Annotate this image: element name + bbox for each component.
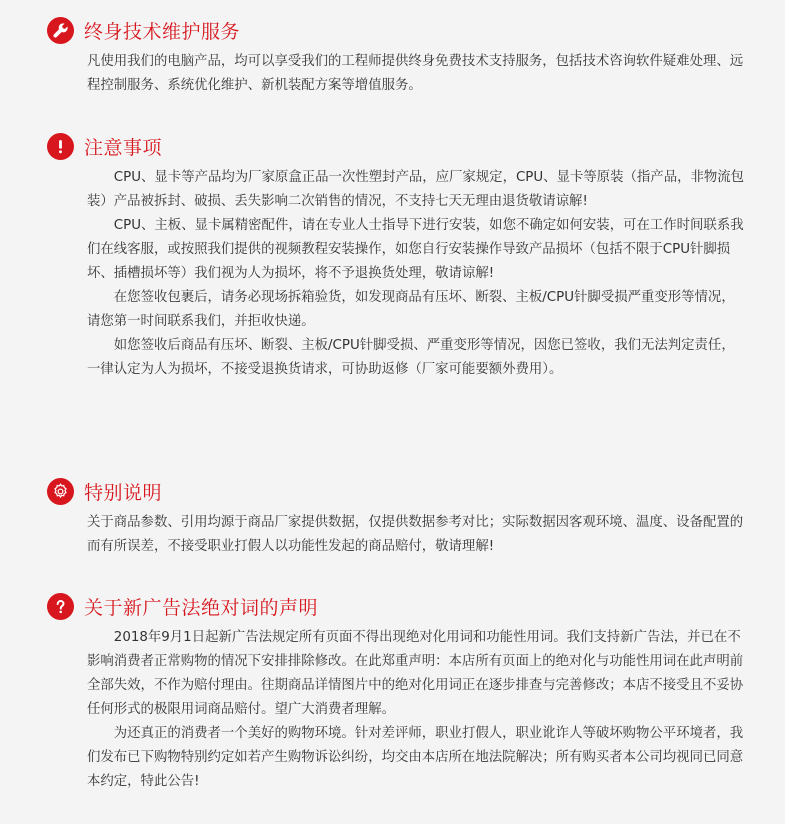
paragraph: 如您签收后商品有压坏、断裂、主板/CPU针脚受损、严重变形等情况，因您已签收，我们无法判定责任，一律认定为人为损坏，不接受退换货请求，可协助返修（厂家可能要额外费用）。 bbox=[87, 338, 735, 377]
section-title: 注意事项 bbox=[84, 136, 163, 159]
section-tech-support bbox=[47, 14, 747, 98]
paragraph: 关于商品参数、引用均源于商品厂家提供数据，仅提供数据参考对比；实际数据因客观环境、温度、设备配置的而有所误差，不接受职业打假人以功能性发起的商品赔付，敬请理解! bbox=[87, 515, 744, 554]
section-body bbox=[87, 50, 747, 98]
paragraph: CPU、显卡等产品均为厂家原盒正品一次性塑封产品，应厂家规定，CPU、显卡等原装（指产品，非物流包装）产品被拆封、破损、丢失影响二次销售的情况，不支持七天无理由退货敬请谅解! bbox=[87, 170, 745, 209]
gear-icon bbox=[47, 478, 74, 505]
section-header bbox=[47, 475, 747, 507]
paragraph: 在您签收包裹后，请务必现场拆箱验货，如发现商品有压坏、断裂、主板/CPU针脚受损严重变形等情况，请您第一时间联系我们，并拒收快递。 bbox=[87, 290, 735, 329]
section-title: 终身技术维护服务 bbox=[84, 20, 241, 43]
section-header bbox=[47, 590, 747, 622]
section-header bbox=[47, 14, 747, 46]
section-body bbox=[87, 511, 747, 559]
paragraph: 凡使用我们的电脑产品，均可以享受我们的工程师提供终身免费技术支持服务，包括技术咨询软件疑难处理、远程控制服务、系统优化维护、新机装配方案等增值服务。 bbox=[87, 54, 744, 93]
section-header bbox=[47, 130, 747, 162]
wrench-icon bbox=[47, 17, 74, 44]
paragraph: CPU、主板、显卡属精密配件，请在专业人士指导下进行安装，如您不确定如何安装，可在工作时间联系我们在线客服，或按照我们提供的视频教程安装操作，如您自行安装操作导致产品损坏（包括不限于CPU针脚损坏、插槽损坏等）我们视为人为损坏，将不予退换货处理，敬请谅解! bbox=[87, 218, 744, 281]
section-title: 关于新广告法绝对词的声明 bbox=[84, 596, 319, 619]
section-notices bbox=[47, 130, 747, 382]
exclamation-icon bbox=[47, 133, 74, 160]
paragraph: 为还真正的消费者一个美好的购物环境。针对差评师，职业打假人，职业讹诈人等破坏购物公平环境者，我们发布已下购物特别约定如若产生购物诉讼纠纷，均交由本店所在地法院解决；所有购买者本公司均视同已同意本约定，特此公告! bbox=[87, 726, 744, 789]
section-body bbox=[87, 166, 747, 382]
question-icon bbox=[47, 593, 74, 620]
section-title: 特别说明 bbox=[84, 481, 163, 504]
paragraph: 2018年9月1日起新广告法规定所有页面不得出现绝对化用词和功能性用词。我们支持新广告法，并已在不影响消费者正常购物的情况下安排排除修改。在此郑重声明：本店所有页面上的绝对化与功能性用词在此声明前全部失效，不作为赔付理由。往期商品详情图片中的绝对化用词正在逐步排查与完善修改；本店不接受且不妥协任何形式的极限用词商品赔付。望广大消费者理解。 bbox=[87, 630, 744, 717]
section-special-notes bbox=[47, 475, 747, 559]
section-ad-law-statement bbox=[47, 590, 747, 794]
section-body bbox=[87, 626, 747, 794]
